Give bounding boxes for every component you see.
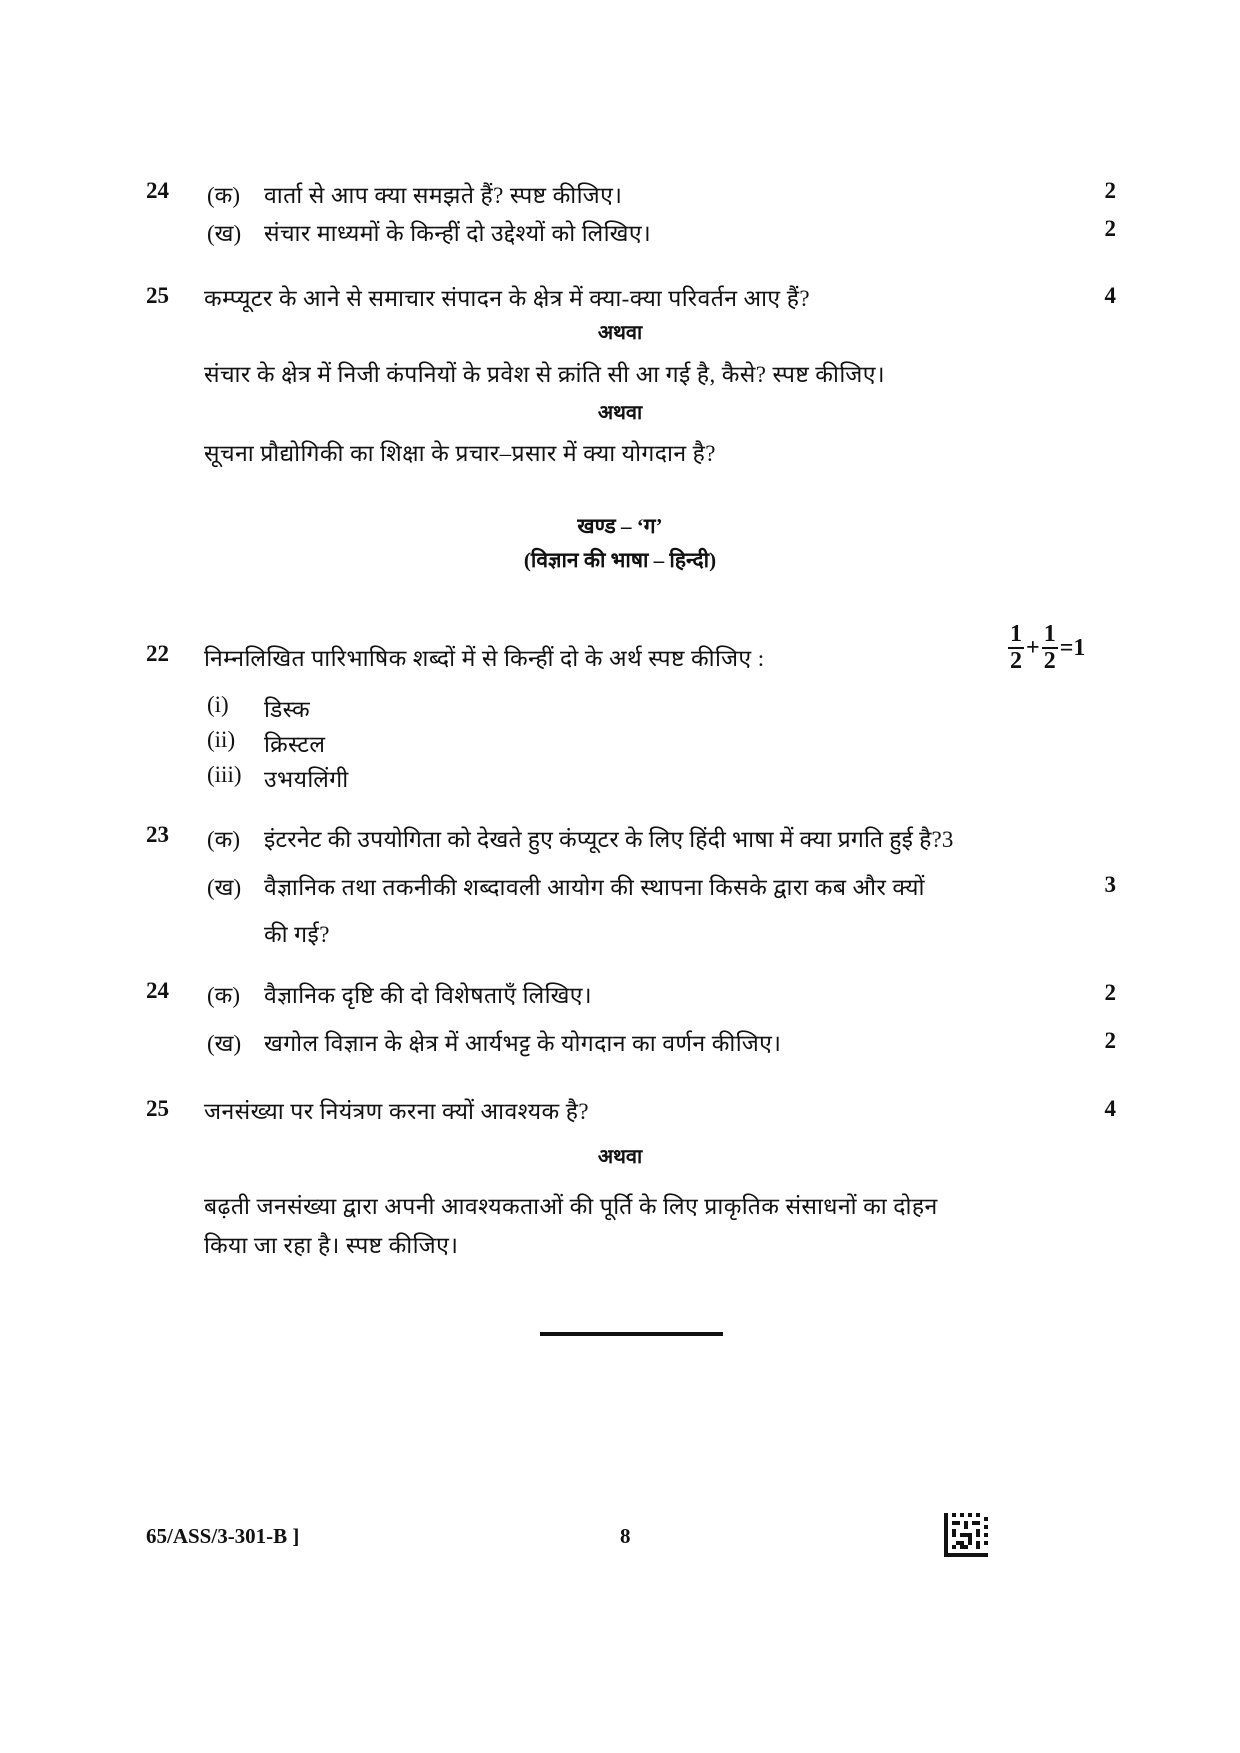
part-label: (ख) (207, 875, 242, 900)
fraction-numerator: 1 (1042, 622, 1058, 649)
question-number: 24 (146, 978, 169, 1003)
paper-code: 65/ASS/3-301-B ] (146, 1524, 300, 1548)
page-number: 8 (620, 1524, 631, 1548)
or-divider: अथवा (597, 402, 643, 424)
item-label: (iii) (207, 762, 242, 787)
marks: 2 (1104, 1028, 1116, 1053)
part-label: (क) (207, 183, 240, 208)
question-text: निम्नलिखित पारिभाषिक शब्दों में से किन्हीं दो के अर्थ स्पष्ट कीजिए : (204, 646, 765, 671)
fraction (1042, 622, 1058, 674)
item-text: डिस्क (264, 697, 311, 722)
section-title: खण्ड – ‘ग’ (577, 514, 663, 538)
question-text: संचार माध्यमों के किन्हीं दो उद्देश्यों को लिखिए। (264, 221, 652, 246)
question-text: जनसंख्या पर नियंत्रण करना क्यों आवश्यक है? (204, 1099, 589, 1124)
question-text: वैज्ञानिक दृष्टि की दो विशेषताएँ लिखिए। (264, 983, 593, 1008)
marks: 2 (1104, 980, 1116, 1005)
marks: 3 (1104, 872, 1116, 897)
alternative-question-text: सूचना प्रौद्योगिकी का शिक्षा के प्रचार–प्रसार में क्या योगदान है? (204, 441, 716, 466)
question-text: वार्ता से आप क्या समझते हैं? स्पष्ट कीजिए। (264, 183, 623, 208)
question-text: वैज्ञानिक तथा तकनीकी शब्दावली आयोग की स्थापना किसके द्वारा कब और क्यों (264, 875, 925, 900)
marks: 2 (1104, 216, 1116, 241)
or-divider: अथवा (597, 322, 643, 344)
question-number: 23 (146, 822, 169, 847)
item-text: क्रिस्टल (264, 732, 326, 757)
marks-total: =1 (1059, 634, 1086, 661)
marks-fraction (1008, 622, 1087, 674)
plus-sign: + (1026, 634, 1040, 661)
item-label: (i) (207, 692, 229, 717)
fraction (1008, 622, 1024, 674)
part-label: (क) (207, 983, 240, 1008)
question-number: 25 (146, 1096, 169, 1121)
end-of-paper-rule (540, 1332, 723, 1336)
alternative-question-text: बढ़ती जनसंख्या द्वारा अपनी आवश्यकताओं की पूर्ति के लिए प्राकृतिक संसाधनों का दोहन (204, 1194, 938, 1219)
alternative-question-text-continued: किया जा रहा है। स्पष्ट कीजिए। (204, 1233, 459, 1258)
marks: 2 (1104, 178, 1116, 203)
question-text: खगोल विज्ञान के क्षेत्र में आर्यभट्ट के योगदान का वर्णन कीजिए। (264, 1031, 782, 1056)
part-label: (क) (207, 827, 240, 852)
question-text: कम्प्यूटर के आने से समाचार संपादन के क्षेत्र में क्या-क्या परिवर्तन आए हैं? (204, 286, 810, 311)
fraction-denominator: 2 (1043, 648, 1056, 675)
fraction-denominator: 2 (1010, 648, 1022, 675)
question-number: 22 (146, 641, 169, 666)
section-subtitle: (विज्ञान की भाषा – हिन्दी) (523, 548, 717, 572)
question-text: इंटरनेट की उपयोगिता को देखते हुए कंप्यूटर के लिए हिंदी भाषा में क्या प्रगति हुई है?3 (264, 827, 954, 852)
fraction-numerator: 1 (1008, 622, 1024, 649)
marks: 4 (1104, 283, 1116, 308)
item-label: (ii) (207, 727, 236, 752)
item-text: उभयलिंगी (264, 767, 349, 792)
question-number: 25 (146, 283, 169, 308)
marks: 4 (1104, 1096, 1116, 1121)
alternative-question-text: संचार के क्षेत्र में निजी कंपनियों के प्रवेश से क्रांति सी आ गई है, कैसे? स्पष्ट कीजिए। (204, 362, 885, 387)
question-text-continued: की गई? (264, 922, 330, 947)
question-number: 24 (146, 178, 169, 203)
part-label: (ख) (207, 221, 242, 246)
datamatrix-code-icon (944, 1513, 988, 1557)
or-divider: अथवा (597, 1146, 643, 1168)
part-label: (ख) (207, 1031, 242, 1056)
